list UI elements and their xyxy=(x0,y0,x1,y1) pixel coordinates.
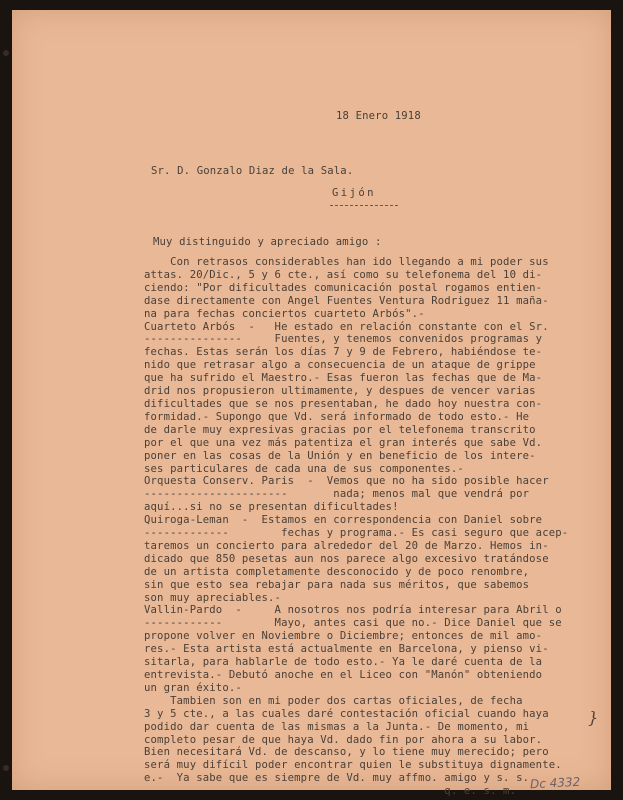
body-line: ciendo: "Por dificultades comunicación postal rogamos entien- xyxy=(144,281,543,294)
body-line: Cuarteto Arbós - He estado en relación constante con el Sr. xyxy=(144,320,549,333)
salutation: Muy distinguido y apreciado amigo : xyxy=(153,236,382,248)
body-line: --------------- Fuentes, y tenemos convenidos programas y xyxy=(144,333,543,346)
body-line: Tambien son en mi poder dos cartas oficiales, de fecha xyxy=(144,694,523,707)
body-line: entrevista.- Debutó anoche en el Liceo con "Manón" obteniendo xyxy=(144,669,543,681)
body-line: Quiroga-Leman - Estamos en correspondencia con Daniel sobre xyxy=(144,514,543,527)
body-line: ------------ Mayo, antes casi que no.- Dice Daniel que se xyxy=(144,617,562,630)
body-line: son muy apreciables.- xyxy=(144,591,282,604)
punch-hole xyxy=(3,50,9,56)
body-line: aquí...si no se presentan dificultades! xyxy=(144,501,399,514)
body-line: Orquesta Conserv. Paris - Vemos que no ha sido posible hacer xyxy=(144,475,549,488)
margin-mark: } xyxy=(588,708,599,727)
body-line: completo pesar de que haya Vd. dado fin por ahora a su labor. xyxy=(144,733,543,746)
letter-date: 18 Enero 1918 xyxy=(336,110,421,122)
body-line: nido que retrasar algo a consecuencia de un ataque de grippe xyxy=(144,359,536,372)
body-line: attas. 20/Dic., 5 y 6 cte., así como su telefonema del 10 di- xyxy=(144,268,543,281)
body-line: dase directamente con Angel Fuentes Ventura Rodriguez 11 maña- xyxy=(144,294,549,307)
body-line: de darle muy expresivas gracias por el telefonema transcrito xyxy=(144,423,536,436)
body-line: sitarla, para hablarle de todo esto.- Ya le daré cuenta de la xyxy=(144,656,543,669)
letter-body xyxy=(144,256,584,798)
body-line: dicado que 850 pesetas aun nos parece algo excesivo tratándose xyxy=(144,552,549,565)
punch-hole xyxy=(3,765,9,771)
body-line: ses particulares de cada una de sus componentes.- xyxy=(144,462,464,475)
body-line: dificultades que se nos presentaban, he dado hoy nuestra con- xyxy=(144,397,543,410)
body-line: que ha sufrido el Maestro.- Esas fueron las fechas que de Ma- xyxy=(144,372,543,385)
body-line: Con retrasos considerables han ido llegando a mi poder sus xyxy=(144,256,549,268)
body-line: un gran éxito.- xyxy=(144,681,242,694)
recipient-city: Gijón xyxy=(332,187,376,199)
body-line: de un artista completamente desconocido y de poco renombre, xyxy=(144,565,530,578)
body-line: res.- Esta artista está actualmente en Barcelona, y pienso vi- xyxy=(144,643,549,656)
recipient-line: Sr. D. Gonzalo Diaz de la Sala. xyxy=(151,165,354,177)
body-line: taremos un concierto para alrededor del 20 de Marzo. Hemos in- xyxy=(144,539,549,552)
body-line: sin que esto sea rebajar para nada sus méritos, que sabemos xyxy=(144,578,530,591)
letter-page xyxy=(12,10,611,798)
body-line: ------------- fechas y programa.- Es casi seguro que acep- xyxy=(144,527,569,540)
body-line: poner en las cosas de la Unión y en beneficio de los intere- xyxy=(144,449,536,462)
body-line: q. e. s. m. xyxy=(144,785,517,798)
body-line: será muy difícil poder encontrar quien le substituya dignamente. xyxy=(144,759,562,772)
body-line: Vallin-Pardo - A nosotros nos podría interesar para Abril o xyxy=(144,604,562,617)
body-line: por el que una vez más patentiza el gran interés que sabe Vd. xyxy=(144,436,543,449)
body-line: e.- Ya sabe que es siempre de Vd. muy affmo. amigo y s. s. xyxy=(144,772,530,785)
body-line: Bien necesitará Vd. de descanso, y lo tiene muy merecido; pero xyxy=(144,746,549,759)
body-line: 3 y 5 cte., a las cuales daré contestación oficial cuando haya xyxy=(144,707,549,720)
city-underline xyxy=(330,205,398,206)
body-line: podido dar cuenta de las mismas a la Junta.- De momento, mi xyxy=(144,720,530,733)
body-line: formidad.- Supongo que Vd. será informado de todo esto.- He xyxy=(144,410,530,423)
body-line: na para fechas conciertos cuarteto Arbós".- xyxy=(144,307,425,320)
body-line: ---------------------- nada; menos mal que vendrá por xyxy=(144,488,530,501)
archive-reference: Dc 4332 xyxy=(529,774,581,792)
body-line: drid nos propusieron ultimamente, y despues de vencer varias xyxy=(144,385,536,398)
body-line: fechas. Estas serán los días 7 y 9 de Febrero, habiéndose te- xyxy=(144,346,543,359)
body-line: propone volver en Noviembre o Diciembre; entonces de mil amo- xyxy=(144,630,543,643)
